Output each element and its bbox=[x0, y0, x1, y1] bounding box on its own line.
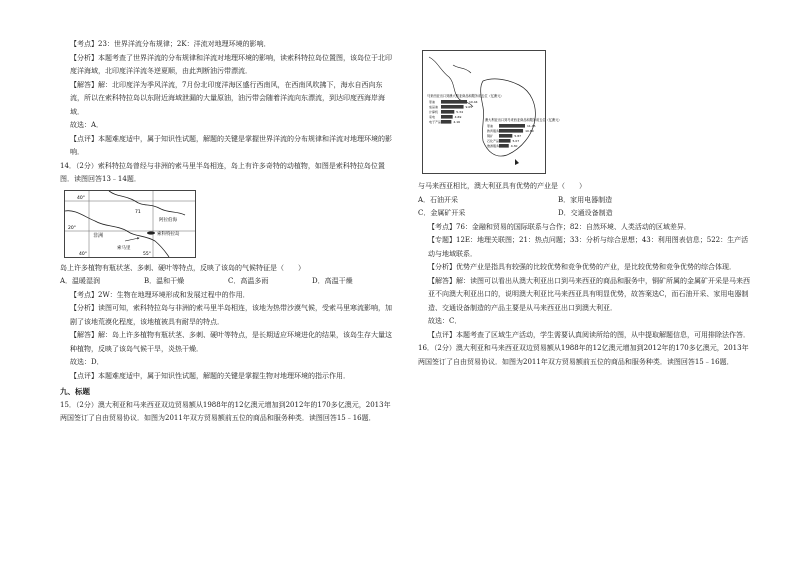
lat-top-label: 40° bbox=[77, 195, 85, 201]
q15-fenxi: 【分析】优势产业是指具有较强的比较优势和竞争优势的产业，是比较优势和竞争优势的综合体现． bbox=[428, 263, 736, 271]
q15-kaodian: 【考点】76：金融和贸易的国际联系与合作；82：自然环境、人类活动的区域差异． bbox=[428, 222, 691, 231]
left-column bbox=[60, 38, 395, 426]
q13-answer: 故选：A． bbox=[70, 121, 104, 129]
trade-figure bbox=[422, 50, 562, 174]
q15-stem: 15．（2分）澳大利亚和马来西亚双边贸易额从1988年的12亿澳元增加到2012年的170多亿澳元，2013年两国签订了自由贸易协议．如图为2011年双方贸易额前五位的商品和服务种类．读图回答15﹣16题． bbox=[60, 400, 391, 422]
australia-label: 原油 bbox=[487, 124, 494, 128]
malaysia-value: 9.05 bbox=[465, 105, 473, 109]
australia-bars bbox=[487, 123, 536, 148]
australia-bar bbox=[499, 124, 525, 128]
malaysia-label: 成品油 bbox=[429, 105, 439, 109]
q14-option-d[interactable]: D．高温干燥 bbox=[312, 277, 353, 285]
q15-options-row2 bbox=[418, 207, 753, 221]
australia-value: 5.87 bbox=[514, 134, 522, 138]
q15-question: 与马来西亚相比，澳大利亚具有优势的产业是（ ） bbox=[418, 182, 586, 190]
australia-label: 石化产品 bbox=[487, 139, 500, 143]
island-label: 索科特拉岛 bbox=[157, 231, 180, 237]
africa-label: 非洲 bbox=[93, 232, 104, 239]
malaysia-label: 计算机 bbox=[429, 110, 439, 114]
malaysia-bar bbox=[441, 100, 467, 104]
malaysia-label: 电子产品 bbox=[429, 120, 442, 124]
q14-option-c[interactable]: C．高温多雨 bbox=[228, 277, 269, 285]
q14-kaodian: 【考点】2W：生物在地理环境形成和发展过程中的作用． bbox=[70, 290, 250, 299]
fig-legend-bottom: 澳大利亚出口到马来西亚商品和服务前五位（亿澳元） bbox=[485, 118, 562, 122]
q14-fenxi: 【分析】读图可知，索科特拉岛与非洲的索马里半岛相连，该地为热带沙漠气候，受索马里寒流影响，加剧了该地荒漠化程度，该地植被具有耐旱的特点． bbox=[70, 304, 392, 326]
malaysia-value: 4.16 bbox=[453, 120, 461, 124]
socotra-location-map bbox=[64, 190, 196, 258]
malaysia-bar bbox=[441, 110, 454, 114]
q15-answer: 故选：C． bbox=[428, 317, 462, 325]
australia-bar bbox=[499, 129, 523, 133]
fig-legend-top: 马来西亚出口到澳大利亚商品和服务前五位（亿澳元） bbox=[427, 94, 504, 98]
malaysia-bar bbox=[441, 115, 453, 119]
lat-mid-label: 20° bbox=[68, 225, 76, 231]
lon-left-label: 40° bbox=[79, 251, 87, 257]
q14-dianping: 【点评】本题难度适中，属于知识性试题，解题的关键是掌握生物对地理环境的指示作用． bbox=[70, 371, 350, 380]
q13-kaodian: 【考点】23：世界洋流分布规律；2K：洋流对地理环境的影响． bbox=[70, 40, 271, 48]
australia-value: 5.07 bbox=[512, 139, 520, 143]
q13-dianping: 【点评】本题难度适中，属于知识性试题，解题的关键是掌握世界洋流的分布规律和洋流对地理环境的影响． bbox=[70, 134, 392, 156]
australia-value: 11.45 bbox=[527, 124, 536, 128]
malaysia-bars bbox=[429, 99, 478, 124]
australia-value: 10.60 bbox=[525, 129, 534, 133]
australia-bar bbox=[499, 139, 511, 143]
q15-option-a[interactable]: A．石油开采 bbox=[418, 195, 459, 204]
australia-label: 旅游服务 bbox=[487, 144, 500, 148]
q16-stem: 16．（2分）澳大利亚和马来西亚双边贸易额从1988年的12亿澳元增加到2012年的170多亿澳元，2013年两国签订了自由贸易协议．如图为2011年双方贸易额前五位的商品和服务种类．读图回答15﹣16题． bbox=[418, 344, 749, 366]
malaysia-label: 原油 bbox=[429, 100, 436, 104]
malaysia-value: 10.44 bbox=[469, 100, 478, 104]
q15-option-c[interactable]: C．金属矿开采 bbox=[418, 209, 466, 217]
malaysia-value: 5.34 bbox=[456, 110, 463, 114]
malaysia-label: 家电 bbox=[429, 115, 436, 119]
q14-jieda: 【解答】解：岛上许多植物有瓶状茎、多刺、硬叶等特点，是长期适应环境进化的结果，该岛生存大量这种植物，反映了该岛气候干旱，炎热干燥． bbox=[70, 331, 392, 353]
map-svg bbox=[65, 191, 195, 257]
australia-bar bbox=[499, 134, 512, 138]
q14-option-a[interactable]: A．温暖湿润 bbox=[60, 277, 101, 285]
q14-question: 岛上许多植物有瓶状茎、多刺、硬叶等特点，反映了该岛的气候特征是（ ） bbox=[60, 263, 305, 272]
q13-jieda: 【解答】解：北印度洋为季风洋流，7月份北印度洋海区盛行西南风，在西南风吹拂下，海水自西向东流，所以在索科特拉岛以东附近海域泄漏的大量原油，油污带会随着洋流向东漂流，到达印度西海岸海域． bbox=[70, 80, 385, 116]
q15-options-row1 bbox=[418, 194, 753, 208]
malaysia-value: 4.69 bbox=[454, 115, 462, 119]
lon-right-label: 55° bbox=[143, 251, 151, 257]
q15-zhuanti: 【专题】12E：地理关联图；21：热点问题；33：分析与综合思想；43：利用图表信息；522：生产活动与地域联系． bbox=[428, 236, 749, 258]
australia-bar bbox=[499, 144, 509, 148]
q15-option-d[interactable]: D．交通设备制造 bbox=[558, 209, 613, 217]
q15-dianping: 【点评】本题考查了区域生产活动，学生需要认真阅读所给的图，从中提取解题信息，可用排除法作答． bbox=[428, 330, 750, 339]
q15-option-b[interactable]: B．家用电器制造 bbox=[558, 195, 613, 204]
q14-answer: 故选：D． bbox=[70, 358, 104, 366]
map-label-71: 71 bbox=[135, 209, 141, 215]
australia-label: 教育服务 bbox=[487, 129, 500, 133]
q13-fenxi: 【分析】本题考查了世界洋流的分布规律和洋流对地理环境的影响，读索科特拉岛位置图，该岛位于北印度洋海域，北印度洋洋流冬逆夏顺，由此判断油污带漂流． bbox=[70, 53, 392, 75]
australia-value: 4.30 bbox=[510, 144, 518, 148]
section-title: 九、标题 bbox=[60, 387, 90, 396]
australia-label: 铜矿 bbox=[487, 134, 494, 138]
right-column bbox=[418, 50, 753, 369]
q14-stem: 14．（2分）索科特拉岛曾经与非洲的索马里半岛相连，岛上有许多奇特的动植物，如图是索科特拉岛位置图．读图回答13﹣14题． bbox=[60, 161, 385, 183]
sea-label: 阿拉伯海 bbox=[159, 217, 177, 223]
q14-option-b[interactable]: B．温和干燥 bbox=[144, 277, 185, 285]
malaysia-bar bbox=[441, 120, 451, 124]
trade-figure-svg bbox=[423, 51, 562, 173]
malaysia-bar bbox=[441, 105, 464, 109]
q14-options bbox=[60, 275, 395, 289]
somali-label: 索马里 bbox=[117, 245, 131, 251]
q15-jieda: 【解答】解：读图可以看出从澳大利亚出口到马来西亚的商品和服务中，铜矿所属的金属矿开采是马来西亚不向澳大利亚出口的，说明澳大利亚比马来西亚具有明显优势，故答案选C，而石油开采、家用电器制造、交通设备制造的产品主要是从马来西亚出口到澳大利亚． bbox=[428, 276, 750, 312]
